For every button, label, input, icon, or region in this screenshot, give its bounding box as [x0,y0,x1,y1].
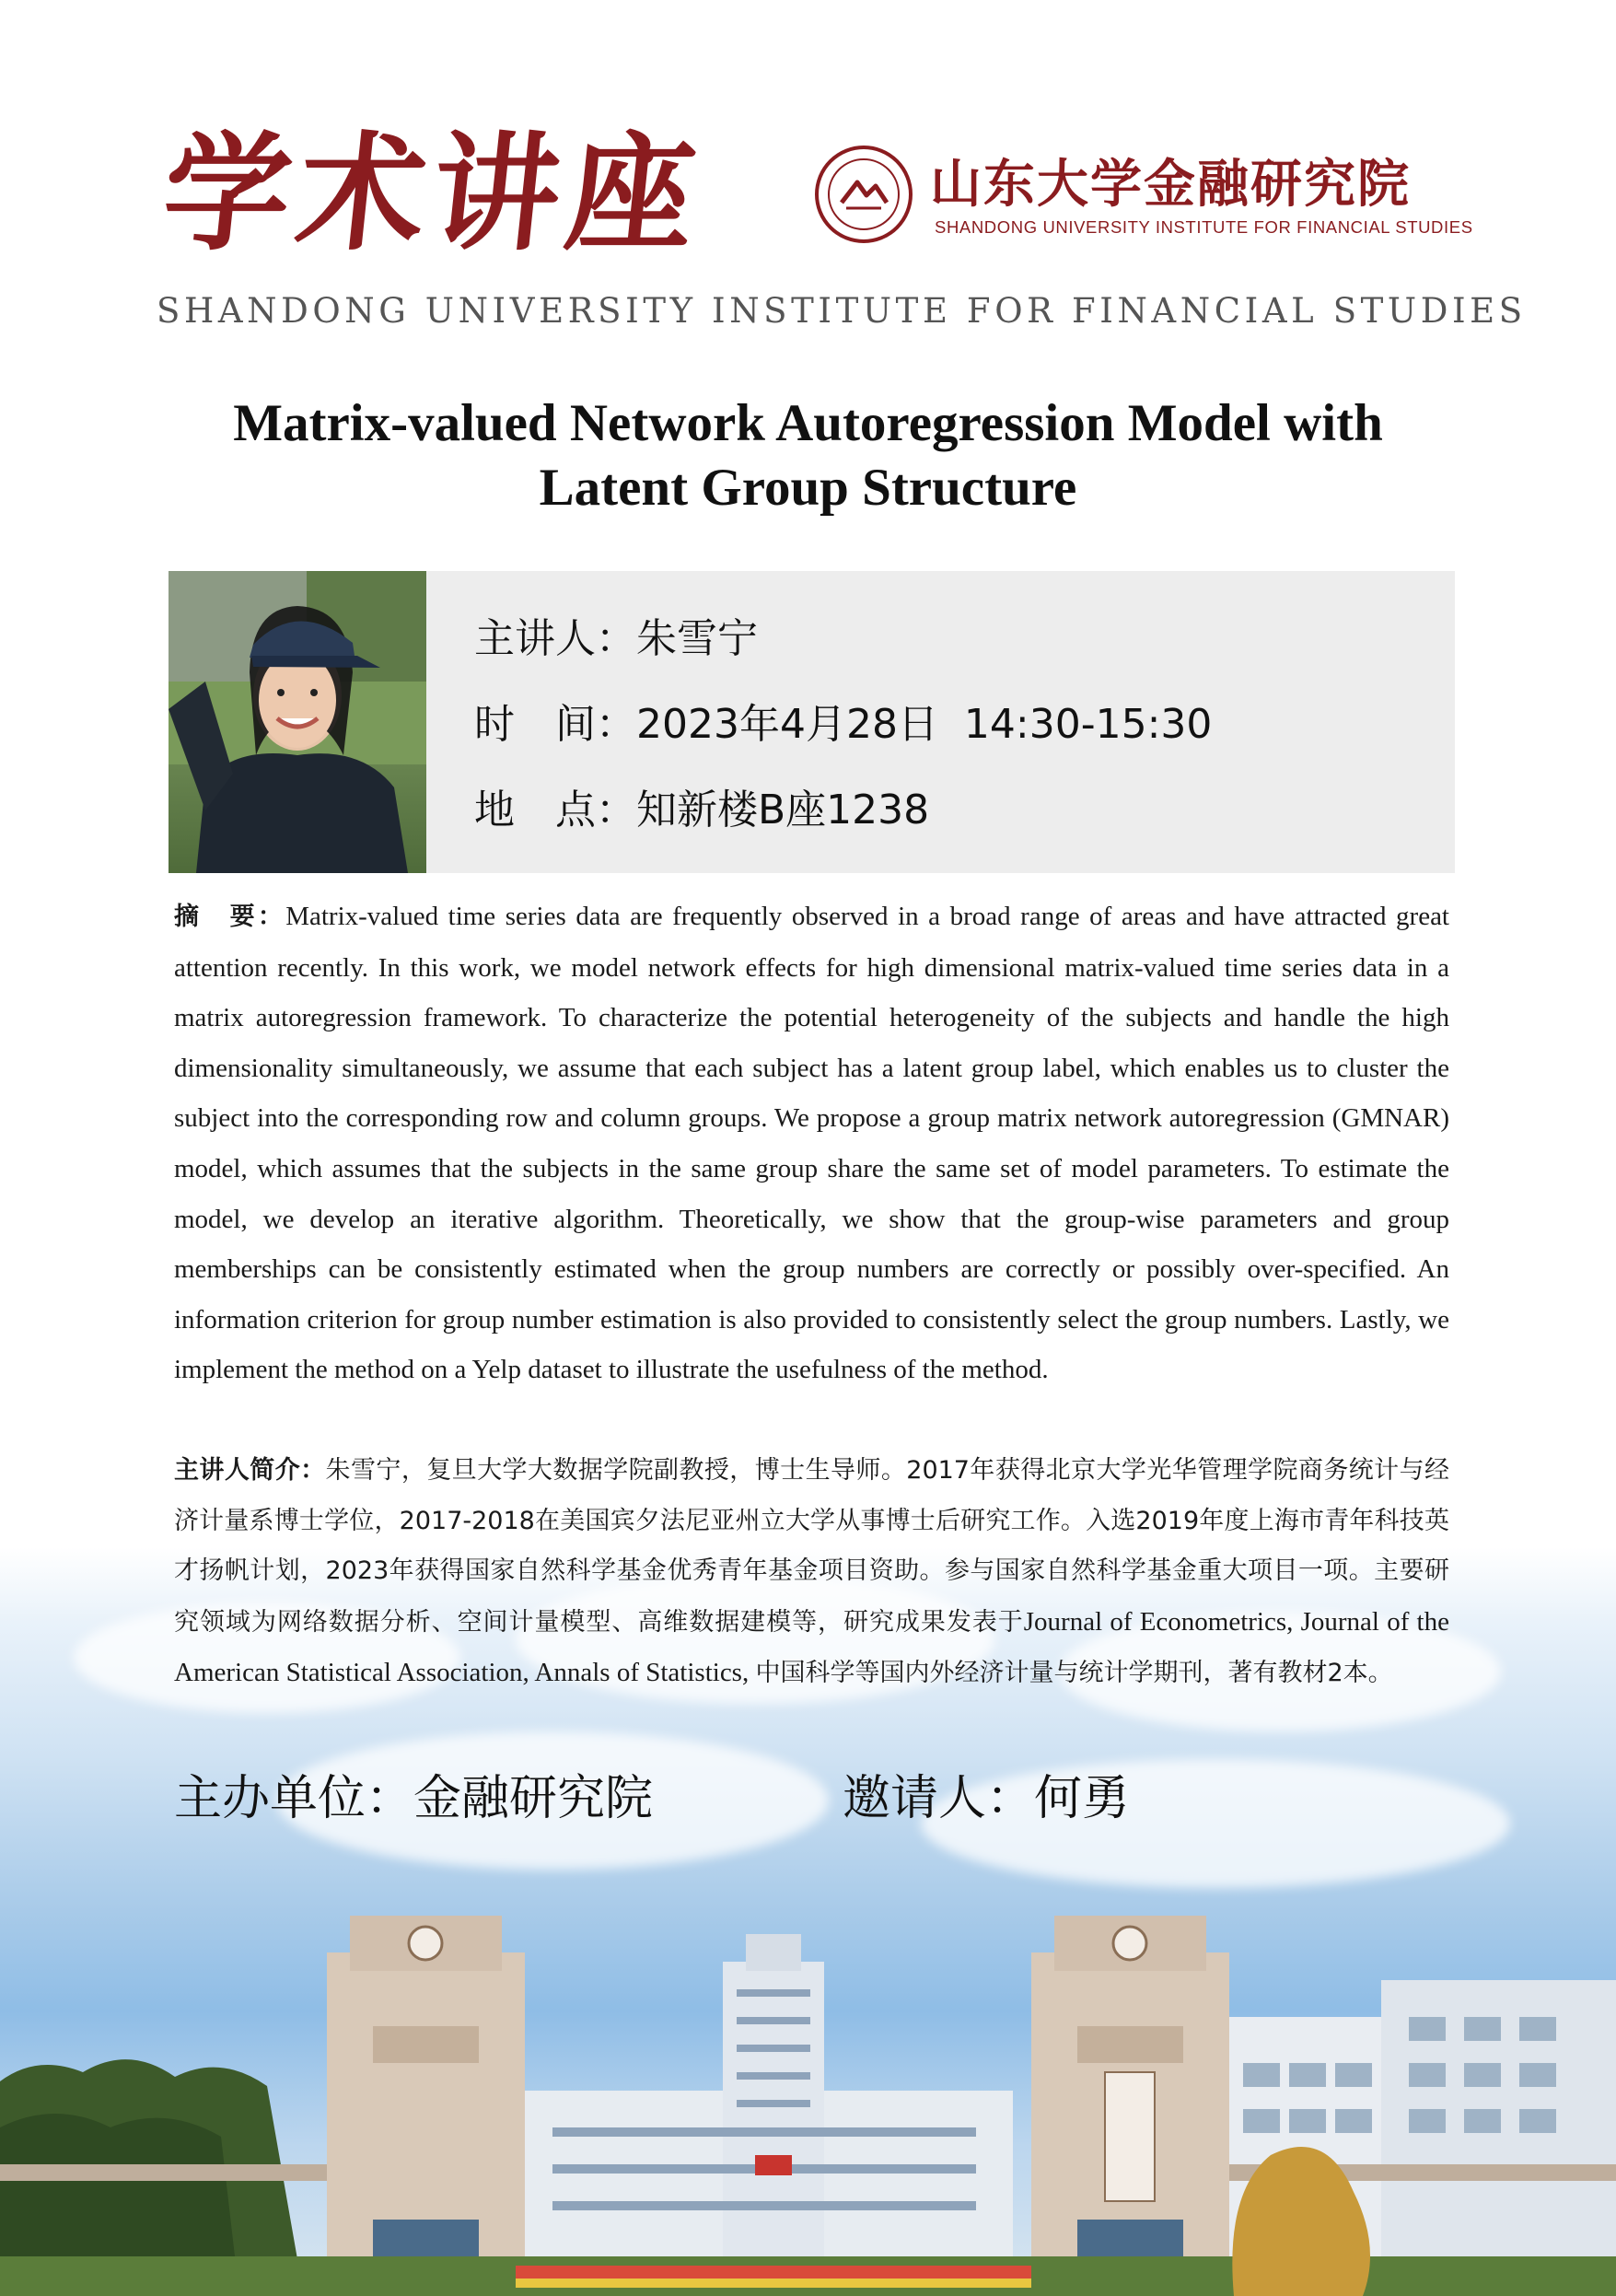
speaker-line [474,612,758,667]
talk-title [138,391,1478,520]
bio-text-journals: Journal of Econometrics, Journal of the American Statistical Association, Annals of Statistics, [174,1606,1449,1688]
place-value: 知新楼B座1238 [636,787,930,833]
inviter-line: 邀请人：何勇 [843,1771,1131,1826]
banner-title: 学术讲座 [156,118,710,268]
time-line [474,697,1212,752]
university-seal-logo [815,146,913,243]
time-value: 2023年4月28日 14:30-15:30 [636,701,1213,748]
logo-chinese-name: 山东大学金融研究院 [930,154,1411,215]
speaker-label: 主讲人： [474,615,636,662]
bio-text-cn-end: 中国科学等国内外经济计量与统计学期刊，著有教材2本。 [755,1659,1393,1688]
abstract-paragraph [174,892,1449,1395]
bio-text-cn: 朱雪宁，复旦大学大数据学院副教授，博士生导师。2017年获得北京大学光华管理学院商务统计与经济计量系博士学位，2017-2018在美国宾夕法尼亚州立大学从事博士后研究工作。入选2019年度上海市青年科技英才扬帆计划，2023年获得国家自然科学基金优秀青年基金项目资助。参与国家自然科学基金重大项目一项。主要研究领域为网络数据分析、空间计量模型、高维数据建模等，研究成果发表于 [174,1456,1450,1637]
logo-english-name: SHANDONG UNIVERSITY INSTITUTE FOR FINANCIAL STUDIES [935,217,1473,237]
talk-title-line2: Latent Group Structure [539,459,1077,517]
abstract-text: Matrix-valued time series data are frequently observed in a broad range of areas and have attracted great attention recently. In this work, we model network effects for high dimensional matrix-valued time series data in a matrix autoregression framework. To characterize the potential heterogeneity of the subjects and handle the high dimensionality simultaneously, we assume that each subject has a latent group label, which enables us to cluster the subject into the corresponding row and column groups. We propose a group matrix network autoregression (GMNAR) model, which assumes that the subjects in the same group share the same set of model parameters. To estimate the model, we develop an iterative algorithm. Theoretically, we show that the group-wise parameters and group memberships can be consistently estimated when the group numbers are correctly or possibly over-specified. An information criterion for group number estimation is also provided to consistently select the group numbers. Lastly, we implement the method on a Yelp dataset to illustrate the usefulness of the method. [174,902,1449,1385]
place-label: 地 点： [474,787,636,833]
institute-english-subtitle: SHANDONG UNIVERSITY INSTITUTE FOR FINANCIAL STUDIES [157,291,1527,331]
place-line [474,783,929,838]
speaker-photo [169,571,426,873]
abstract-heading: 摘 要： [174,903,286,931]
talk-title-line1: Matrix-valued Network Autoregression Model with [233,394,1383,452]
campus-gate-illustration [0,1916,1616,2296]
organizer-line: 主办单位：金融研究院 [174,1771,654,1826]
time-label: 时 间： [474,701,636,748]
bio-paragraph [174,1446,1449,1699]
speaker-name: 朱雪宁 [636,615,758,662]
bio-heading: 主讲人简介： [174,1456,326,1485]
